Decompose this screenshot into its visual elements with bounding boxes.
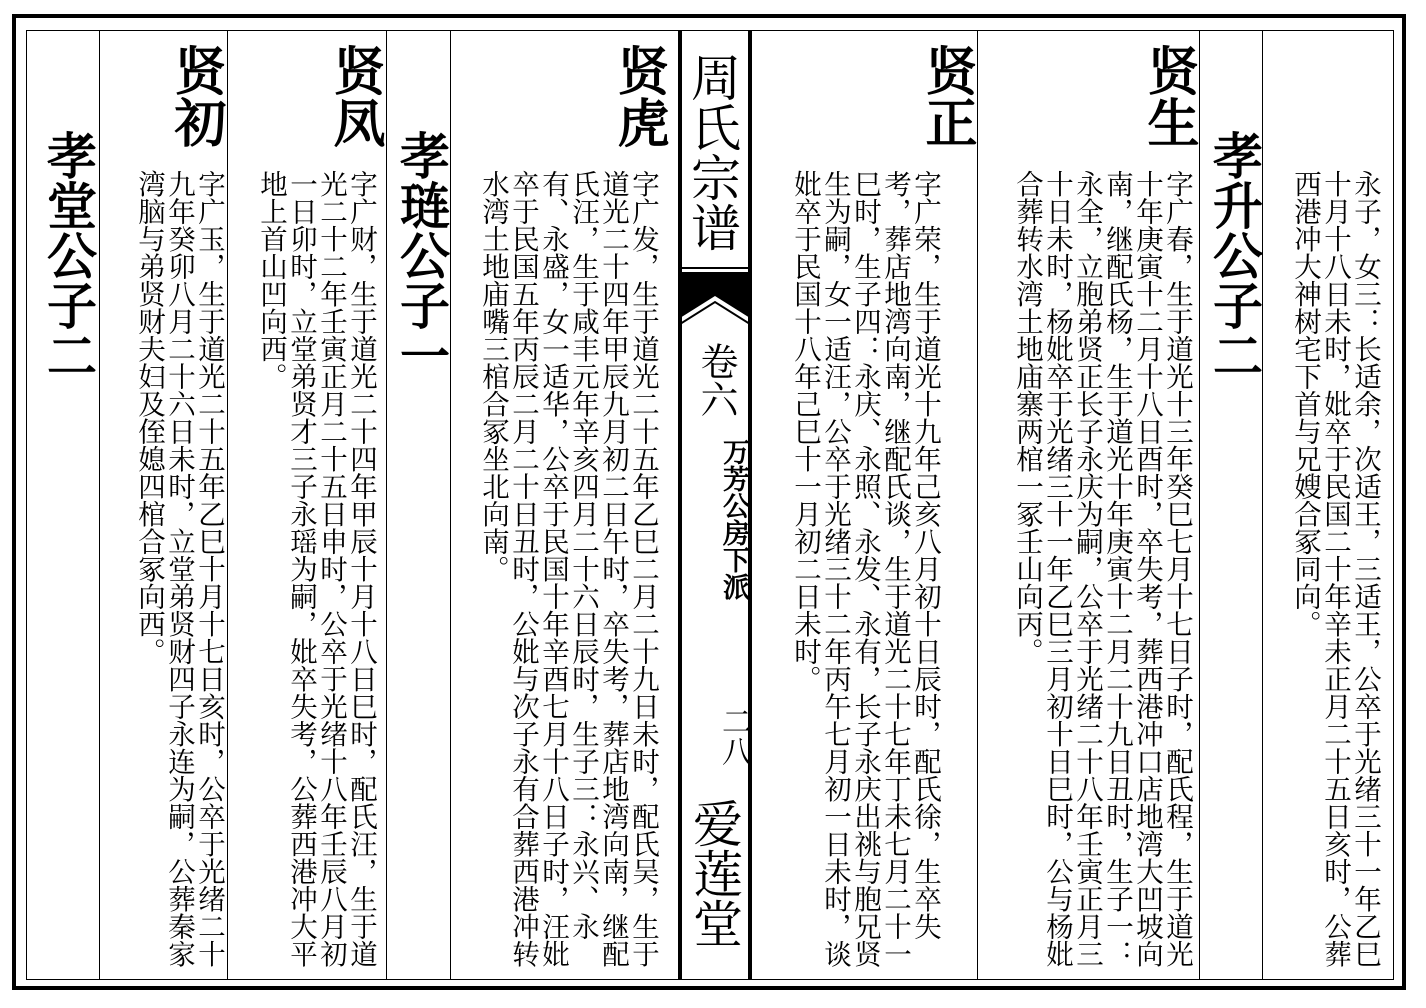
column-divider (386, 30, 387, 980)
branch-label: 万芳公房下派 (718, 438, 749, 600)
genealogy-title: 周氏宗谱 (683, 52, 741, 252)
entry-name: 贤正 (916, 44, 977, 148)
center-band-ornament (680, 266, 750, 330)
generation-heading: 孝升公子二 (1205, 130, 1264, 380)
column-divider (227, 30, 228, 980)
entry-text: 字广玉，生于道光二十五年乙巳十月十七日亥时，公卒于光绪二十九年癸卯八月二十六日未时，立堂弟贤财四子永连为嗣，公葬秦家湾脑与弟贤财夫妇及侄媳四棺合冢向西。 (133, 170, 225, 968)
entry-name: 贤生 (1138, 44, 1199, 148)
column-divider (977, 30, 978, 980)
entry-name: 贤初 (165, 44, 226, 148)
entry-text: 字广荣，生于道光十九年己亥八月初十日辰时，配氏徐，生卒失考，葬店地湾向南，继配氏谈，生于道光二十七年丁未七月二十一巳时，生子四：永庆、永照、永发、永有，长子永庆出祧与胞兄贤生为嗣，女一适汪，公卒于光绪三十二年丙午七月初一日未时，谈妣卒于民国十八年己巳十一月初二日未时。 (789, 170, 941, 968)
center-divider-left (678, 30, 682, 980)
generation-heading: 孝堂公子二 (39, 130, 98, 380)
entry-name: 贤凤 (324, 44, 385, 148)
entry-text: 字广春，生于道光十三年癸巳七月十七日子时，配氏程，生于道光十年庚寅十二月十八日酉时，卒失考，葬西港冲口店地湾大凹坡向南，继配氏杨，生于道光十年庚寅十二月二十九日丑时，生子一：永全，立胞弟贤正长子永庆为嗣，公卒于光绪二十八年壬寅正月三十日未时，杨妣卒于光绪三十一年乙巳三月初十日巳时，公与杨妣合葬转水湾土地庙寨两棺一冢壬山向丙。 (1011, 170, 1193, 968)
entry-name: 贤虎 (608, 44, 669, 148)
page-number: 二八 (716, 706, 751, 766)
hall-name: 爱莲堂 (685, 798, 743, 948)
continued-text-column: 永子，女三：长适余，次适王，三适王，公卒于光绪三十一年乙巳十月十八日未时，妣卒于民国二十年辛未正月二十五日亥时，公葬西港冲大神树宅下首与兄嫂合冢同向。 (1289, 170, 1381, 968)
generation-heading: 孝琏公子一 (392, 130, 451, 380)
column-divider (1199, 30, 1200, 980)
entry-text: 字广财，生于道光二十四年甲辰十月十八日巳时，配氏汪，生于道光二十二年壬寅正月二十五日申时，公卒于光绪十八年壬辰八月初一日卯时，立堂弟贤才三子永瑶为嗣，妣卒失考，公葬西港冲大平地上首山凹向西。 (255, 170, 377, 968)
column-divider (99, 30, 100, 980)
volume-label: 卷六 (694, 342, 738, 418)
entry-text: 字广发，生于道光二十五年乙巳二月二十九日未时，配氏吴，生于道光二十四年甲辰九月初二日午时，卒失考，葬店地湾向南，继配氏汪，生于咸丰元年辛亥四月二十六日辰时，生子三：永兴、永有、永盛，女一适华，公卒于民国十年辛酉七月十八日子时，汪妣卒于民国五年丙辰二月二十日丑时，公妣与次子永有合葬西港冲转水湾土地庙嘴三棺合冢坐北向南。 (477, 170, 659, 968)
